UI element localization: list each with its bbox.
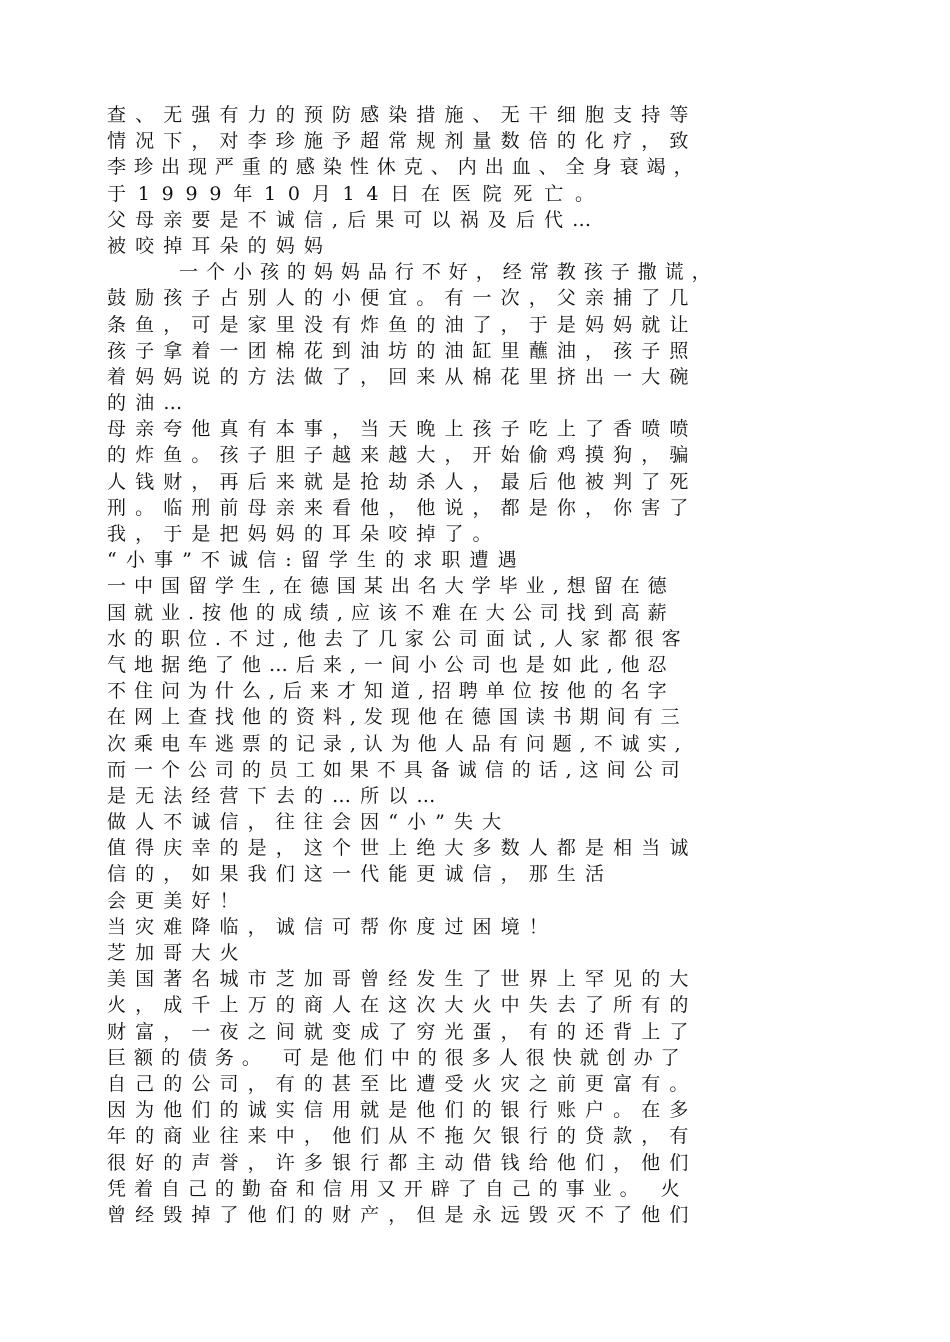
text-line: 一个小孩的妈妈品行不好，经常教孩子撒谎， xyxy=(179,261,719,284)
text-line: 查、无强有力的预防感染措施、无干细胞支持等 xyxy=(107,104,698,126)
text-line: 不住问为什么,后来才知道,招聘单位按他的名字 xyxy=(107,680,675,703)
text-line: 一中国留学生,在德国某出名大学毕业,想留在德 xyxy=(107,575,675,598)
text-line: 年的商业往来中，他们从不拖欠银行的贷款，有 xyxy=(107,1125,698,1148)
text-line: 父母亲要是不诚信,后果可以祸及后代… xyxy=(107,208,601,231)
text-line: 国就业.按他的成绩,应该不难在大公司找到高薪 xyxy=(107,601,675,624)
text-line: 财富，一夜之间就变成了穷光蛋，有的还背上了 xyxy=(107,1020,698,1043)
text-line: 刑。临刑前母亲来看他，他说，都是你，你害了 xyxy=(107,496,698,519)
text-line: 着妈妈说的方法做了，回来从棉花里挤出一大碗 xyxy=(107,365,698,388)
text-line: 是无法经营下去的…所以… xyxy=(107,784,445,807)
text-line: 美国著名城市芝加哥曾经发生了世界上罕见的大 xyxy=(107,968,698,991)
text-line: 我，于是把妈妈的耳朵咬掉了。 xyxy=(107,523,501,545)
text-line: 值得庆幸的是，这个世上绝大多数人都是相当诚 xyxy=(107,837,698,860)
text-line: 很好的声誉，许多银行都主动借钱给他们，他们 xyxy=(107,1151,698,1174)
text-line: 条鱼，可是家里没有炸鱼的油了，于是妈妈就让 xyxy=(107,313,698,336)
text-line: 曾经毁掉了他们的财产，但是永远毁灭不了他们 xyxy=(107,1203,698,1226)
text-line: 于1999年10月14日在医院死亡。 xyxy=(107,182,606,205)
section-heading: 做人不诚信，往往会因“小”失大 xyxy=(107,811,511,834)
text-line: 情况下，对李珍施予超常规剂量数倍的化疗，致 xyxy=(107,130,698,153)
text-line: 人钱财，再后来就是抢劫杀人，最后他被判了死 xyxy=(107,470,698,493)
text-line: 因为他们的诚实信用就是他们的银行账户。在多 xyxy=(107,1099,698,1122)
text-line: 信的，如果我们这一代能更诚信，那生活 xyxy=(107,863,614,886)
section-heading: 当灾难降临，诚信可帮你度过困境！ xyxy=(107,915,557,938)
text-line: 次乘电车逃票的记录,认为他人品有问题,不诚实, xyxy=(107,732,689,755)
text-line: 的油… xyxy=(107,392,192,415)
text-line: 鼓励孩子占别人的小便宜。有一次，父亲捕了几 xyxy=(107,287,698,310)
text-line: 的炸鱼。孩子胆子越来越大，开始偷鸡摸狗，骗 xyxy=(107,444,698,467)
text-line: 自己的公司，有的甚至比遭受火灾之前更富有。 xyxy=(107,1072,698,1095)
text-line: 巨额的债务。 可是他们中的很多人很快就创办了 xyxy=(107,1046,688,1069)
text-line: 火，成千上万的商人在这次大火中失去了所有的 xyxy=(107,994,698,1017)
text-line: 凭着自己的勤奋和信用又开辟了自己的事业。 火 xyxy=(107,1177,688,1200)
text-line: 而一个公司的员工如果不具备诚信的话,这间公司 xyxy=(107,758,688,781)
text-line: 在网上查找他的资料,发现他在德国读书期间有三 xyxy=(107,706,688,729)
text-line: 水的职位.不过,他去了几家公司面试,人家都很客 xyxy=(107,627,689,650)
text-line: 孩子拿着一团棉花到油坊的油缸里蘸油，孩子照 xyxy=(107,339,698,362)
section-heading: 芝加哥大火 xyxy=(107,942,248,964)
text-line: 气地据绝了他…后来,一间小公司也是如此,他忍 xyxy=(107,653,675,676)
text-line: 母亲夸他真有本事，当天晚上孩子吃上了香喷喷 xyxy=(107,418,698,441)
text-line: 会更美好！ xyxy=(107,889,248,912)
document-body xyxy=(107,102,852,1228)
section-heading: “小事”不诚信:留学生的求职遭遇 xyxy=(107,549,526,572)
section-heading: 被咬掉耳朵的妈妈 xyxy=(107,234,332,257)
text-line: 李珍出现严重的感染性休克、内出血、全身衰竭， xyxy=(107,156,701,179)
